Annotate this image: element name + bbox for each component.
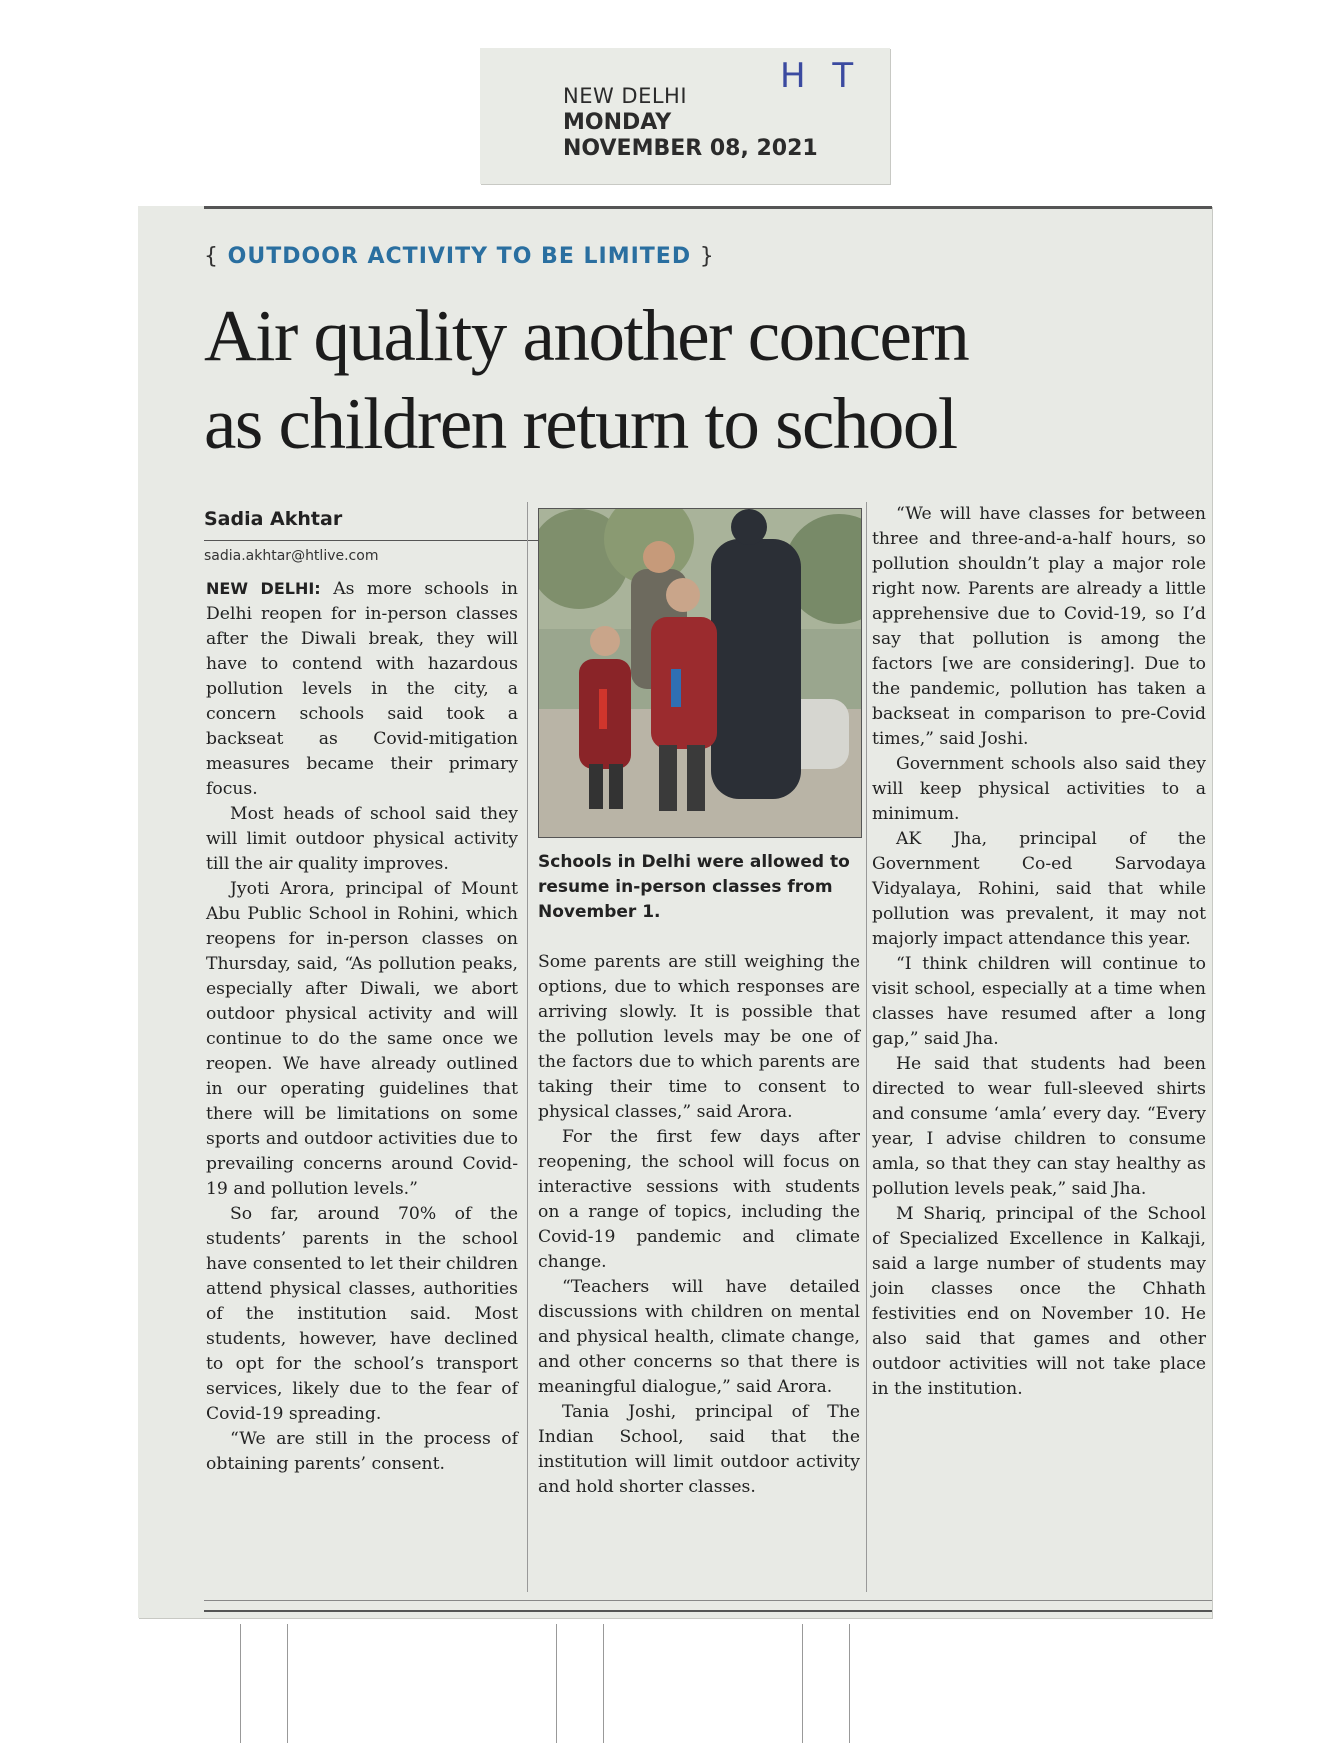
column-separator-2 xyxy=(866,502,867,1592)
col2-paragraph-1: Some parents are still weighing the options, due to which responses are arriving slowly. It is possible that the pollution levels may be one of the factors due to which parents are taking their time to consent to physical classes,” said Arora. xyxy=(538,952,860,1122)
binder-tab-2 xyxy=(556,1624,604,1743)
binder-tab-1 xyxy=(240,1624,288,1743)
col1-paragraph-1 xyxy=(206,576,518,802)
column-1 xyxy=(206,576,518,1477)
bottom-rule xyxy=(204,1610,1212,1612)
kicker-brace-close: } xyxy=(699,244,715,269)
byline-email: sadia.akhtar@htlive.com xyxy=(204,548,379,564)
col1-paragraph-4: So far, around 70% of the students’ parents in the school have consented to let their children attend physical classes, authorities of the institution said. Most students, however, have declined to opt for the school’s transport services, likely due to the fear of Covid-19 spreading. xyxy=(206,1204,518,1424)
col3-paragraph-4: “I think children will continue to visit school, especially at a time when classes have resumed after a long gap,” said Jha. xyxy=(872,954,1206,1049)
byline-author: Sadia Akhtar xyxy=(204,508,343,530)
dateline-city: NEW DELHI xyxy=(563,84,688,108)
column-2 xyxy=(538,950,860,1500)
kicker-text: OUTDOOR ACTIVITY TO BE LIMITED xyxy=(227,244,692,269)
photo-caption: Schools in Delhi were allowed to resume in-person classes from November 1. xyxy=(538,852,850,922)
headline-line-1: Air quality another concern xyxy=(204,295,969,376)
col1-paragraph-5: “We are still in the process of obtaining parents’ consent. xyxy=(206,1429,518,1474)
photo-illustration xyxy=(539,509,861,837)
article-clipping xyxy=(138,206,1212,1618)
dateline-clipping xyxy=(480,48,890,184)
col1-paragraph-1-text: As more schools in Delhi reopen for in-person classes after the Diwali break, they will have to contend with hazardous pollution levels in the city, a concern schools said took a backseat as Covid-mitigation measures became their primary focus. xyxy=(206,579,518,799)
bottom-rule-thin xyxy=(204,1600,1212,1601)
col2-paragraph-4: Tania Joshi, principal of The Indian School, said that the institution will limit outdoor activity and hold shorter classes. xyxy=(538,1402,860,1497)
col1-paragraph-3: Jyoti Arora, principal of Mount Abu Public School in Rohini, which reopens for in-person classes on Thursday, said, “As pollution peaks, especially after Diwali, we abort outdoor physical activity and will continue to do the same once we reopen. We have already outlined in our operating guidelines that there will be limitations on some sports and outdoor activities due to prevailing concerns around Covid-19 and pollution levels.” xyxy=(206,879,518,1199)
col3-paragraph-2: Government schools also said they will keep physical activities to a minimum. xyxy=(872,754,1206,824)
col1-paragraph-2: Most heads of school said they will limit outdoor physical activity till the air quality improves. xyxy=(206,804,518,874)
headline-line-2: as children return to school xyxy=(204,383,957,464)
dateline-date: NOVEMBER 08, 2021 xyxy=(563,136,818,161)
col3-paragraph-5: He said that students had been directed to wear full-sleeved shirts and consume ‘amla’ every day. “Every year, I advise children to consume amla, so that they can stay healthy as pollution levels peak,” said Jha. xyxy=(872,1054,1206,1199)
handwritten-publication-tag: H T xyxy=(780,56,862,96)
headline xyxy=(204,292,1204,468)
column-separator-1 xyxy=(527,502,528,1592)
kicker-brace-open: { xyxy=(204,244,219,269)
col3-paragraph-3: AK Jha, principal of the Government Co-ed Sarvodaya Vidyalaya, Rohini, said that while pollution was prevalent, it may not majorly impact attendance this year. xyxy=(872,829,1206,949)
dateline-day: MONDAY xyxy=(563,110,672,135)
binder-tab-3 xyxy=(802,1624,850,1743)
top-rule xyxy=(204,206,1212,209)
kicker xyxy=(204,244,715,269)
col3-paragraph-6: M Shariq, principal of the School of Specialized Excellence in Kalkaji, said a large number of students may join classes once the Chhath festivities end on November 10. He also said that games and other outdoor activities will not take place in the institution. xyxy=(872,1204,1206,1399)
col2-paragraph-2: For the first few days after reopening, the school will focus on interactive sessions with students on a range of topics, including the Covid-19 pandemic and climate change. xyxy=(538,1127,860,1272)
dateline-prefix: NEW DELHI: xyxy=(206,579,321,598)
col2-paragraph-3: “Teachers will have detailed discussions with children on mental and physical health, climate change, and other concerns so that there is meaningful dialogue,” said Arora. xyxy=(538,1277,860,1397)
column-3 xyxy=(872,502,1206,1402)
article-photo xyxy=(538,508,862,838)
col3-paragraph-1: “We will have classes for between three and three-and-a-half hours, so pollution shouldn’t play a major role right now. Parents are already a little apprehensive due to Covid-19, so I’d say that pollution is among the factors [we are considering]. Due to the pandemic, pollution has taken a backseat in comparison to pre-Covid times,” said Joshi. xyxy=(872,504,1206,749)
